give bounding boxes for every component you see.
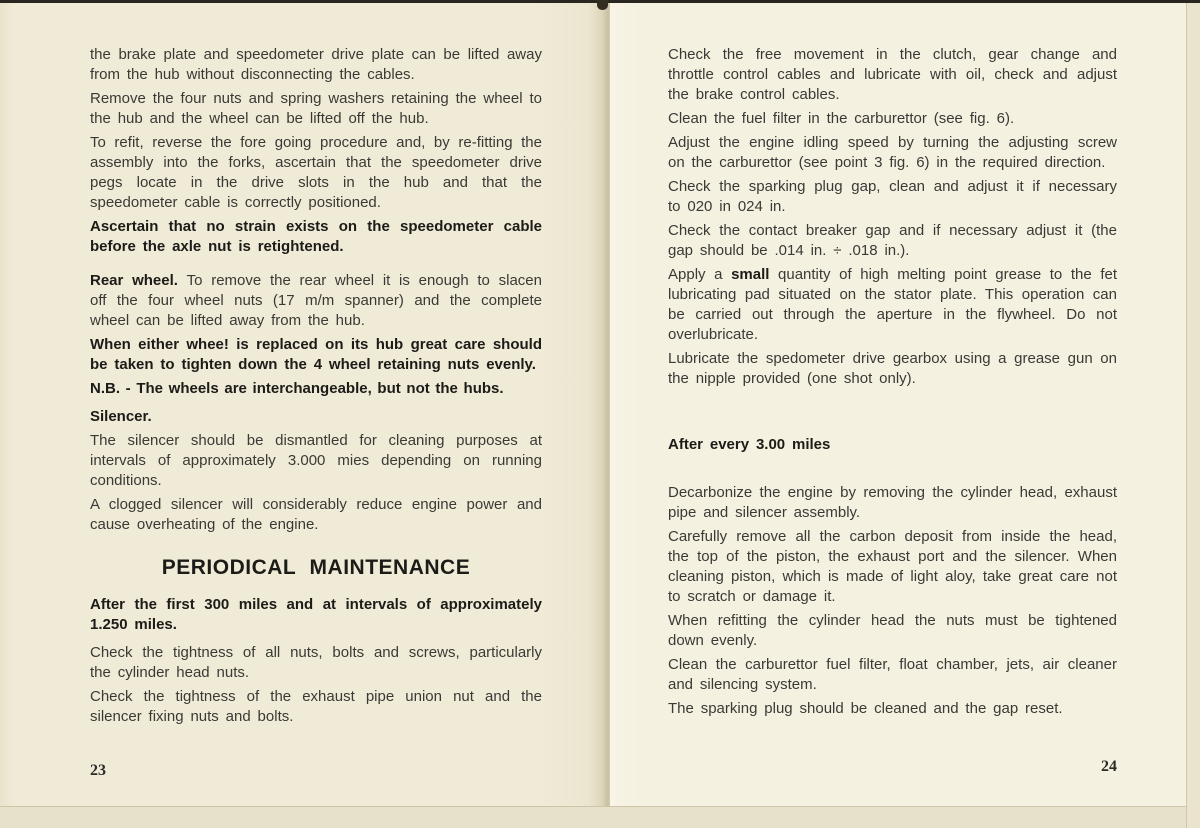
page-number-right: 24: [1101, 758, 1117, 775]
text-run: Clean the fuel filter in the carburettor (see fig. 6).: [668, 110, 1015, 127]
paragraph: [90, 133, 542, 213]
text-run: After the first 300 miles and at intervals of approximately 1.250 miles.: [90, 596, 542, 633]
text-run: small: [731, 266, 770, 283]
subheading: [90, 595, 542, 635]
text-run: Remove the four nuts and spring washers retaining the wheel to the hub and the wheel can be lifted off the hub.: [90, 90, 542, 127]
subheading: [668, 435, 1117, 455]
text-run: After every 3.00 miles: [668, 436, 831, 453]
left-page-text: [90, 45, 542, 731]
paragraph: [668, 611, 1117, 651]
paragraph: [90, 271, 542, 331]
text-run: The sparking plug should be cleaned and the gap reset.: [668, 700, 1063, 717]
text-run: Check the sparking plug gap, clean and adjust it if necessary to 020 in 024 in.: [668, 178, 1117, 215]
text-run: The silencer should be dismantled for cleaning purposes at intervals of approximately 3.000 mies depending on running conditions.: [90, 432, 542, 489]
subheading: [90, 407, 542, 427]
paragraph: [668, 483, 1117, 523]
text-run: Rear wheel.: [90, 272, 187, 289]
text-run: Decarbonize the engine by removing the cylinder head, exhaust pipe and silencer assembly.: [668, 484, 1117, 521]
page-bottom-edge: [0, 806, 1200, 828]
text-run: When either whee! is replaced on its hub great care should be taken to tighten down the 4 wheel retaining nuts evenly.: [90, 336, 542, 373]
paragraph: [668, 265, 1117, 345]
paragraph: [90, 89, 542, 129]
paragraph: [668, 221, 1117, 261]
text-run: A clogged silencer will considerably reduce engine power and cause overheating of the engine.: [90, 496, 542, 533]
text-run: To refit, reverse the fore going procedure and, by re-fitting the assembly into the forks, ascertain that the speedometer drive pegs locate in the drive slots in the hub and that the speedometer cable is correctly positioned.: [90, 134, 542, 211]
paragraph: [90, 379, 542, 399]
paragraph: [90, 335, 542, 375]
text-run: Silencer.: [90, 408, 152, 425]
paragraph: [668, 133, 1117, 173]
paragraph: [90, 431, 542, 491]
paragraph: [668, 655, 1117, 695]
text-run: Lubricate the spedometer drive gearbox using a grease gun on the nipple provided (one shot only).: [668, 350, 1117, 387]
paragraph: [90, 643, 542, 683]
text-run: Clean the carburettor fuel filter, float chamber, jets, air cleaner and silencing system.: [668, 656, 1117, 693]
text-run: Carefully remove all the carbon deposit from inside the head, the top of the piston, the exhaust port and the silencer. When cleaning piston, which is made of light aloy, take great care not to scratch or damage it.: [668, 528, 1117, 605]
paragraph: [90, 45, 542, 85]
text-run: Check the tightness of all nuts, bolts and screws, particularly the cylinder head nuts.: [90, 644, 542, 681]
right-page-text: [668, 45, 1117, 723]
paragraph: [668, 527, 1117, 607]
paragraph: [90, 687, 542, 727]
paragraph: [668, 177, 1117, 217]
text-run: quantity of high melting point grease to the fet lubricating pad situated on the stator plate. This operation can be carried out through the aperture in the flywheel. Do not overlubricate.: [668, 266, 1117, 343]
section-heading: [90, 555, 542, 581]
paragraph: [90, 217, 542, 257]
text-run: Apply a: [668, 266, 732, 283]
page-right-edge: [1186, 3, 1200, 828]
paragraph: [668, 45, 1117, 105]
text-run: To remove the rear wheel it is enough to slacen off the four wheel nuts (17 m/m spanner) and the complete wheel can be lifted away from the hub.: [90, 272, 542, 329]
text-run: Check the contact breaker gap and if necessary adjust it (the gap should be .014 in. ÷ .018 in.).: [668, 222, 1117, 259]
text-run: Ascertain that no strain exists on the speedometer cable before the axle nut is retightened.: [90, 218, 542, 255]
text-run: Check the free movement in the clutch, gear change and throttle control cables and lubricate with oil, check and adjust the brake control cables.: [668, 46, 1117, 103]
paragraph: [668, 109, 1117, 129]
paragraph: [668, 699, 1117, 719]
paragraph: [90, 495, 542, 535]
paragraph: [668, 349, 1117, 389]
text-run: When refitting the cylinder head the nuts must be tightened down evenly.: [668, 612, 1117, 649]
text-run: N.B. - The wheels are interchangeable, but not the hubs.: [90, 380, 504, 397]
text-run: PERIODICAL MAINTENANCE: [161, 556, 471, 579]
gutter-binding-mark: [597, 0, 608, 10]
text-run: Adjust the engine idling speed by turning the adjusting screw on the carburettor (see point 3 fig. 6) in the required direction.: [668, 134, 1117, 171]
page-number-left: 23: [90, 762, 106, 779]
text-run: the brake plate and speedometer drive plate can be lifted away from the hub without disconnecting the cables.: [90, 46, 542, 83]
text-run: Check the tightness of the exhaust pipe union nut and the silencer fixing nuts and bolts.: [90, 688, 542, 725]
